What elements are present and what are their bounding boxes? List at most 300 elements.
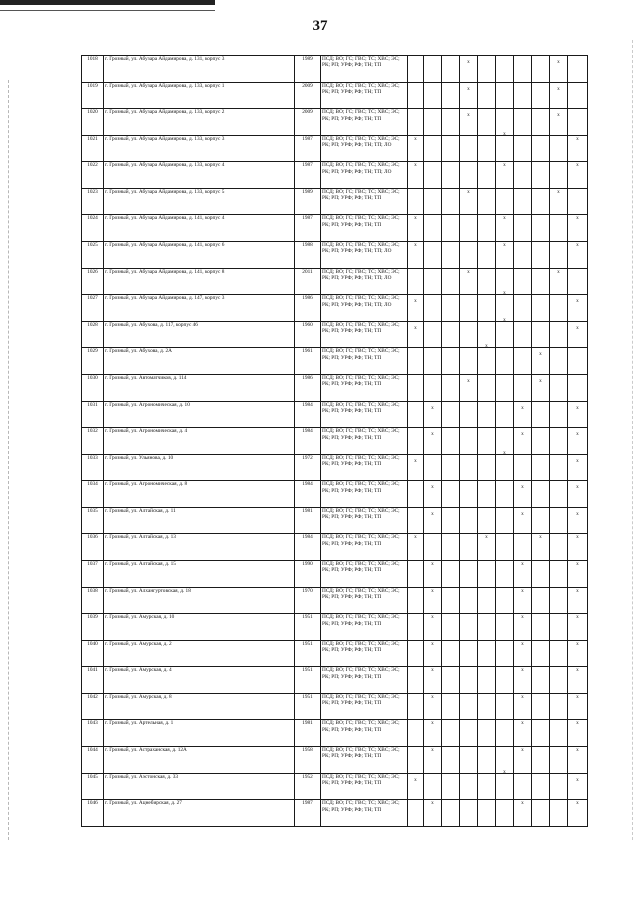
mark-x: x	[521, 587, 524, 594]
mark-x: x	[414, 162, 417, 169]
mark-cell	[532, 242, 550, 269]
mark-x: x	[557, 188, 560, 195]
row-number: 1028	[82, 321, 104, 348]
mark-cell	[514, 428, 532, 455]
mark-x: x	[503, 290, 506, 297]
row-number: 1046	[82, 800, 104, 827]
mark-x: x	[414, 135, 417, 142]
mark-x: x	[576, 431, 579, 438]
mark-cell	[550, 773, 568, 800]
mark-cell	[408, 295, 424, 322]
mark-cell	[550, 507, 568, 534]
mark-cell	[550, 268, 568, 295]
mark-cell	[496, 534, 514, 561]
table-row	[82, 321, 588, 348]
table-row	[82, 268, 588, 295]
row-year: 1951	[295, 614, 321, 641]
mark-x: x	[431, 431, 434, 438]
mark-cell	[532, 268, 550, 295]
mark-x: x	[503, 242, 506, 249]
table-row	[82, 534, 588, 561]
row-services: ПСД; ВО; ГС; ГВС; ТС; ХВС; ЭС; РК; РП; УРФ; РФ; ТН; ТП	[321, 188, 408, 215]
mark-x: x	[414, 324, 417, 331]
mark-x: x	[521, 431, 524, 438]
mark-cell	[460, 321, 478, 348]
mark-cell	[568, 215, 588, 242]
mark-cell	[496, 242, 514, 269]
table-row	[82, 188, 588, 215]
row-services: ПСД; ВО; ГС; ГВС; ТС; ХВС; ЭС; РК; РП; УРФ; РФ; ТН; ТП	[321, 800, 408, 827]
mark-cell	[478, 507, 496, 534]
mark-cell	[532, 667, 550, 694]
mark-cell	[460, 747, 478, 774]
row-services: ПСД; ВО; ГС; ГВС; ТС; ХВС; ЭС; РК; РП; УРФ; РФ; ТН; ТП	[321, 109, 408, 136]
mark-cell	[532, 162, 550, 189]
mark-x: x	[467, 377, 470, 384]
top-rule	[0, 0, 215, 5]
mark-x: x	[576, 162, 579, 169]
mark-cell	[460, 773, 478, 800]
row-year: 1961	[295, 348, 321, 375]
mark-cell	[478, 56, 496, 83]
mark-x: x	[503, 768, 506, 775]
mark-cell	[496, 215, 514, 242]
mark-x: x	[576, 640, 579, 647]
mark-cell	[424, 667, 442, 694]
mark-cell	[514, 614, 532, 641]
row-year: 1984	[295, 428, 321, 455]
mark-cell	[478, 640, 496, 667]
mark-cell	[442, 295, 460, 322]
mark-x: x	[521, 484, 524, 491]
mark-cell	[532, 560, 550, 587]
mark-cell	[424, 82, 442, 109]
mark-cell	[496, 693, 514, 720]
mark-x: x	[521, 614, 524, 621]
mark-x: x	[431, 640, 434, 647]
register-rows	[82, 56, 588, 827]
mark-cell	[532, 747, 550, 774]
row-address: г. Грозный, ул. Амурская, д. 8	[104, 693, 295, 720]
mark-cell	[550, 800, 568, 827]
row-year: 1984	[295, 401, 321, 428]
row-number: 1042	[82, 693, 104, 720]
mark-cell	[442, 348, 460, 375]
table-row	[82, 109, 588, 136]
mark-cell	[408, 640, 424, 667]
table-row	[82, 560, 588, 587]
mark-cell	[424, 800, 442, 827]
mark-cell	[514, 162, 532, 189]
mark-cell	[442, 720, 460, 747]
mark-cell	[408, 374, 424, 401]
table-row	[82, 747, 588, 774]
table-row	[82, 587, 588, 614]
mark-cell	[408, 454, 424, 481]
mark-cell	[532, 401, 550, 428]
mark-cell	[460, 348, 478, 375]
row-number: 1041	[82, 667, 104, 694]
mark-cell	[408, 188, 424, 215]
mark-cell	[496, 481, 514, 508]
row-address: г. Грозный, ул. Ацнебирская, д. 27	[104, 800, 295, 827]
mark-cell	[514, 82, 532, 109]
row-services: ПСД; ВО; ГС; ГВС; ТС; ХВС; ЭС; РК; РП; УРФ; РФ; ТН; ТП	[321, 321, 408, 348]
row-services: ПСД; ВО; ГС; ГВС; ТС; ХВС; ЭС; РК; РП; УРФ; РФ; ТН; ТП; ЛО	[321, 295, 408, 322]
mark-x: x	[576, 135, 579, 142]
row-services: ПСД; ВО; ГС; ГВС; ТС; ХВС; ЭС; РК; РП; УРФ; РФ; ТН; ТП	[321, 215, 408, 242]
row-services: ПСД; ВО; ГС; ГВС; ТС; ХВС; ЭС; РК; РП; УРФ; РФ; ТН; ТП	[321, 507, 408, 534]
mark-x: x	[467, 188, 470, 195]
mark-cell	[408, 693, 424, 720]
mark-cell	[496, 768, 514, 800]
mark-cell	[496, 130, 514, 162]
mark-cell	[460, 587, 478, 614]
mark-cell	[478, 295, 496, 322]
mark-cell	[478, 188, 496, 215]
mark-cell	[478, 773, 496, 800]
mark-cell	[460, 401, 478, 428]
mark-cell	[442, 507, 460, 534]
mark-cell	[442, 800, 460, 827]
row-number: 1032	[82, 428, 104, 455]
mark-cell	[550, 242, 568, 269]
mark-cell	[460, 162, 478, 189]
row-number: 1026	[82, 268, 104, 295]
row-services: ПСД; ВО; ГС; ГВС; ТС; ХВС; ЭС; РК; РП; УРФ; РФ; ТН; ТП	[321, 693, 408, 720]
mark-cell	[460, 667, 478, 694]
mark-cell	[532, 800, 550, 827]
row-address: г. Грозный, ул. Аэстонская, д. 33	[104, 773, 295, 800]
mark-cell	[532, 82, 550, 109]
row-year: 1989	[295, 56, 321, 83]
row-number: 1039	[82, 614, 104, 641]
mark-cell	[514, 56, 532, 83]
row-year: 2009	[295, 82, 321, 109]
mark-x: x	[431, 667, 434, 674]
mark-cell	[442, 56, 460, 83]
mark-cell	[514, 374, 532, 401]
mark-x: x	[414, 534, 417, 541]
row-number: 1038	[82, 587, 104, 614]
mark-cell	[514, 268, 532, 295]
row-number: 1033	[82, 454, 104, 481]
register-table	[81, 55, 588, 827]
mark-cell	[550, 614, 568, 641]
mark-cell	[496, 188, 514, 215]
row-year: 1989	[295, 188, 321, 215]
mark-cell	[442, 560, 460, 587]
mark-cell	[532, 454, 550, 481]
mark-cell	[550, 215, 568, 242]
row-year: 1986	[295, 374, 321, 401]
mark-cell	[550, 188, 568, 215]
mark-x: x	[576, 667, 579, 674]
mark-cell	[408, 800, 424, 827]
mark-cell	[568, 109, 588, 136]
mark-cell	[442, 587, 460, 614]
mark-cell	[550, 109, 568, 136]
mark-cell	[568, 401, 588, 428]
row-number: 1023	[82, 188, 104, 215]
mark-cell	[514, 242, 532, 269]
mark-x: x	[576, 560, 579, 567]
mark-cell	[532, 481, 550, 508]
mark-cell	[408, 401, 424, 428]
row-address: г. Грозный, ул. Абухова, д. 2А	[104, 348, 295, 375]
row-address: г. Грозный, ул. Автоматчиков, д. 114	[104, 374, 295, 401]
mark-cell	[550, 348, 568, 375]
row-services: ПСД; ВО; ГС; ГВС; ТС; ХВС; ЭС; РК; РП; УРФ; РФ; ТН; ТП	[321, 534, 408, 561]
table-row	[82, 773, 588, 800]
row-address: г. Грозный, ул. Абузара Айдамирова, д. 141, корпус 6	[104, 242, 295, 269]
mark-x: x	[576, 587, 579, 594]
mark-cell	[514, 321, 532, 348]
mark-x: x	[576, 776, 579, 783]
mark-cell	[424, 560, 442, 587]
mark-cell	[442, 401, 460, 428]
mark-cell	[424, 481, 442, 508]
mark-cell	[514, 135, 532, 162]
row-number: 1018	[82, 56, 104, 83]
row-year: 1986	[295, 295, 321, 322]
mark-cell	[532, 720, 550, 747]
table-row	[82, 667, 588, 694]
mark-cell	[568, 188, 588, 215]
mark-cell	[478, 693, 496, 720]
row-services: ПСД; ВО; ГС; ГВС; ТС; ХВС; ЭС; РК; РП; УРФ; РФ; ТН; ТП	[321, 374, 408, 401]
mark-cell	[550, 534, 568, 561]
row-number: 1024	[82, 215, 104, 242]
mark-cell	[532, 534, 550, 561]
mark-cell	[424, 693, 442, 720]
mark-cell	[568, 667, 588, 694]
mark-cell	[478, 747, 496, 774]
mark-cell	[460, 720, 478, 747]
mark-cell	[568, 507, 588, 534]
mark-x: x	[485, 534, 488, 541]
mark-cell	[514, 693, 532, 720]
row-year: 1987	[295, 135, 321, 162]
mark-cell	[460, 188, 478, 215]
mark-cell	[424, 720, 442, 747]
row-year: 1958	[295, 747, 321, 774]
mark-cell	[408, 773, 424, 800]
mark-cell	[460, 481, 478, 508]
mark-cell	[568, 321, 588, 348]
mark-cell	[424, 109, 442, 136]
row-number: 1031	[82, 401, 104, 428]
mark-cell	[442, 773, 460, 800]
row-services: ПСД; ВО; ГС; ГВС; ТС; ХВС; ЭС; РК; РП; УРФ; РФ; ТН; ТП	[321, 481, 408, 508]
mark-cell	[442, 135, 460, 162]
mark-cell	[532, 374, 550, 401]
table-row	[82, 454, 588, 481]
mark-cell	[408, 162, 424, 189]
mark-cell	[424, 374, 442, 401]
mark-x: x	[557, 268, 560, 275]
mark-cell	[514, 348, 532, 375]
mark-cell	[478, 720, 496, 747]
mark-x: x	[467, 268, 470, 275]
row-services: ПСД; ВО; ГС; ГВС; ТС; ХВС; ЭС; РК; РП; УРФ; РФ; ТН; ТП; ЛО	[321, 268, 408, 295]
mark-cell	[460, 454, 478, 481]
mark-cell	[514, 560, 532, 587]
mark-x: x	[431, 720, 434, 727]
mark-cell	[408, 481, 424, 508]
row-number: 1036	[82, 534, 104, 561]
mark-cell	[568, 773, 588, 800]
mark-cell	[424, 242, 442, 269]
mark-x: x	[521, 720, 524, 727]
mark-cell	[408, 135, 424, 162]
mark-cell	[408, 348, 424, 375]
mark-x: x	[467, 59, 470, 65]
mark-cell	[408, 534, 424, 561]
mark-cell	[478, 374, 496, 401]
mark-x: x	[431, 800, 434, 807]
mark-x: x	[431, 404, 434, 411]
mark-cell	[478, 667, 496, 694]
mark-cell	[568, 268, 588, 295]
mark-cell	[424, 321, 442, 348]
mark-cell	[514, 109, 532, 136]
mark-cell	[442, 242, 460, 269]
mark-x: x	[467, 112, 470, 119]
mark-cell	[408, 667, 424, 694]
row-address: г. Грозный, ул. Абузара Айдамирова, д. 133, корпус 1	[104, 82, 295, 109]
mark-cell	[568, 800, 588, 827]
row-year: 1981	[295, 720, 321, 747]
mark-cell	[496, 316, 514, 348]
mark-cell	[550, 640, 568, 667]
mark-cell	[568, 720, 588, 747]
mark-cell	[408, 720, 424, 747]
row-services: ПСД; ВО; ГС; ГВС; ТС; ХВС; ЭС; РК; РП; УРФ; РФ; ТН; ТП	[321, 720, 408, 747]
mark-cell	[460, 800, 478, 827]
mark-cell	[442, 374, 460, 401]
row-year: 2011	[295, 268, 321, 295]
row-services: ПСД; ВО; ГС; ГВС; ТС; ХВС; ЭС; РК; РП; УРФ; РФ; ТН; ТП	[321, 428, 408, 455]
mark-cell	[408, 560, 424, 587]
mark-cell	[478, 242, 496, 269]
mark-cell	[424, 348, 442, 375]
mark-cell	[442, 162, 460, 189]
mark-cell	[442, 614, 460, 641]
mark-cell	[514, 773, 532, 800]
mark-cell	[532, 587, 550, 614]
mark-cell	[424, 614, 442, 641]
row-services: ПСД; ВО; ГС; ГВС; ТС; ХВС; ЭС; РК; РП; УРФ; РФ; ТН; ТП	[321, 454, 408, 481]
mark-cell	[496, 56, 514, 83]
row-services: ПСД; ВО; ГС; ГВС; ТС; ХВС; ЭС; РК; РП; УРФ; РФ; ТН; ТП	[321, 56, 408, 83]
mark-cell	[460, 428, 478, 455]
mark-cell	[550, 693, 568, 720]
mark-cell	[478, 454, 496, 481]
row-year: 1984	[295, 481, 321, 508]
row-year: 2009	[295, 109, 321, 136]
row-services: ПСД; ВО; ГС; ГВС; ТС; ХВС; ЭС; РК; РП; УРФ; РФ; ТН; ТП	[321, 773, 408, 800]
row-services: ПСД; ВО; ГС; ГВС; ТС; ХВС; ЭС; РК; РП; УРФ; РФ; ТН; ТП	[321, 614, 408, 641]
mark-cell	[424, 507, 442, 534]
row-year: 1987	[295, 215, 321, 242]
mark-cell	[424, 135, 442, 162]
row-number: 1022	[82, 162, 104, 189]
row-number: 1021	[82, 135, 104, 162]
mark-cell	[408, 747, 424, 774]
mark-x: x	[521, 640, 524, 647]
mark-cell	[408, 428, 424, 455]
mark-cell	[442, 667, 460, 694]
mark-cell	[496, 82, 514, 109]
mark-cell	[496, 667, 514, 694]
row-address: г. Грозный, ул. Амурская, д. 4	[104, 667, 295, 694]
mark-cell	[568, 640, 588, 667]
mark-cell	[478, 560, 496, 587]
mark-cell	[478, 587, 496, 614]
mark-cell	[460, 560, 478, 587]
mark-x: x	[521, 560, 524, 567]
table-row	[82, 720, 588, 747]
mark-cell	[442, 747, 460, 774]
table-row	[82, 242, 588, 269]
mark-x: x	[485, 343, 488, 350]
mark-cell	[514, 454, 532, 481]
mark-x: x	[503, 130, 506, 137]
mark-x: x	[503, 316, 506, 323]
row-services: ПСД; ВО; ГС; ГВС; ТС; ХВС; ЭС; РК; РП; УРФ; РФ; ТН; ТП	[321, 640, 408, 667]
mark-cell	[408, 587, 424, 614]
mark-cell	[424, 587, 442, 614]
mark-cell	[568, 162, 588, 189]
mark-cell	[478, 614, 496, 641]
mark-cell	[550, 135, 568, 162]
mark-cell	[408, 507, 424, 534]
mark-x: x	[431, 747, 434, 754]
mark-cell	[424, 428, 442, 455]
mark-cell	[442, 268, 460, 295]
mark-cell	[408, 215, 424, 242]
mark-cell	[514, 481, 532, 508]
mark-cell	[442, 188, 460, 215]
row-address: г. Грозный, ул. Абузара Айдамирова, д. 133, корпус 4	[104, 162, 295, 189]
top-rule-thin	[0, 10, 215, 11]
row-address: г. Грозный, ул. Амурская, д. 2	[104, 640, 295, 667]
mark-cell	[460, 135, 478, 162]
mark-cell	[496, 449, 514, 481]
row-address: г. Грозный, ул. Агрономическая, д. 8	[104, 481, 295, 508]
table-row	[82, 135, 588, 162]
table-row	[82, 82, 588, 109]
mark-cell	[408, 109, 424, 136]
row-year: 1981	[295, 507, 321, 534]
mark-cell	[514, 401, 532, 428]
mark-cell	[442, 109, 460, 136]
mark-cell	[532, 215, 550, 242]
row-address: г. Грозный, ул. Агрономическая, д. 4	[104, 428, 295, 455]
mark-cell	[408, 56, 424, 83]
mark-x: x	[503, 215, 506, 222]
mark-x: x	[539, 351, 542, 358]
row-address: г. Грозный, ул. Абузара Айдамирова, д. 133, корпус 5	[104, 188, 295, 215]
mark-cell	[568, 614, 588, 641]
row-year: 1972	[295, 454, 321, 481]
mark-cell	[408, 614, 424, 641]
mark-cell	[496, 640, 514, 667]
mark-cell	[408, 242, 424, 269]
row-address: г. Грозный, ул. Алтайская, д. 15	[104, 560, 295, 587]
row-address: г. Грозный, ул. Алхангуртовская, д. 18	[104, 587, 295, 614]
